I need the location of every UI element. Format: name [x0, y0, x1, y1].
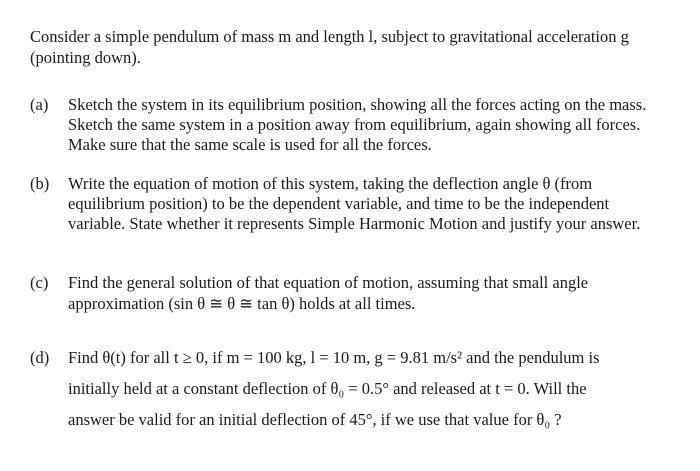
part-a-line-1: Sketch the system in its equilibrium position, showing all the forces acting on the mass. [68, 95, 647, 114]
part-a-line-2: Sketch the same system in a position away from equilibrium, again showing all forces. [68, 115, 641, 134]
intro-line-1: Consider a simple pendulum of mass m and length l, subject to gravitational acceleration g [30, 27, 629, 46]
part-d-line-2: initially held at a constant deflection of θ₀ = 0.5° and released at t = 0. Will the [68, 379, 587, 398]
part-d-label: (d) [30, 348, 50, 367]
part-d-text [68, 342, 688, 435]
part-b-text [68, 174, 688, 234]
part-b-line-2: equilibrium position) to be the dependent variable, and time to be the independent [68, 194, 610, 213]
part-b-label: (b) [30, 174, 50, 193]
part-c-text [68, 272, 688, 314]
part-c-line-2: approximation (sin θ ≅ θ ≅ tan θ) holds at all times. [68, 294, 416, 313]
part-b-line-1: Write the equation of motion of this system, taking the deflection angle θ (from [68, 174, 593, 193]
part-b-line-3: variable. State whether it represents Simple Harmonic Motion and justify your answer. [68, 214, 641, 233]
part-d-line-3: answer be valid for an initial deflection of 45°, if we use that value for θ₀ ? [68, 410, 562, 429]
problem-intro [30, 26, 680, 68]
part-d-line-1: Find θ(t) for all t ≥ 0, if m = 100 kg, l = 10 m, g = 9.81 m/s² and the pendulum is [68, 348, 600, 367]
part-a-label: (a) [30, 95, 49, 114]
part-a-text [68, 95, 688, 155]
part-c-label: (c) [30, 273, 49, 292]
intro-line-2: (pointing down). [30, 48, 141, 67]
part-c-line-1: Find the general solution of that equation of motion, assuming that small angle [68, 273, 589, 292]
part-a-line-3: Make sure that the same scale is used for all the forces. [68, 135, 432, 154]
